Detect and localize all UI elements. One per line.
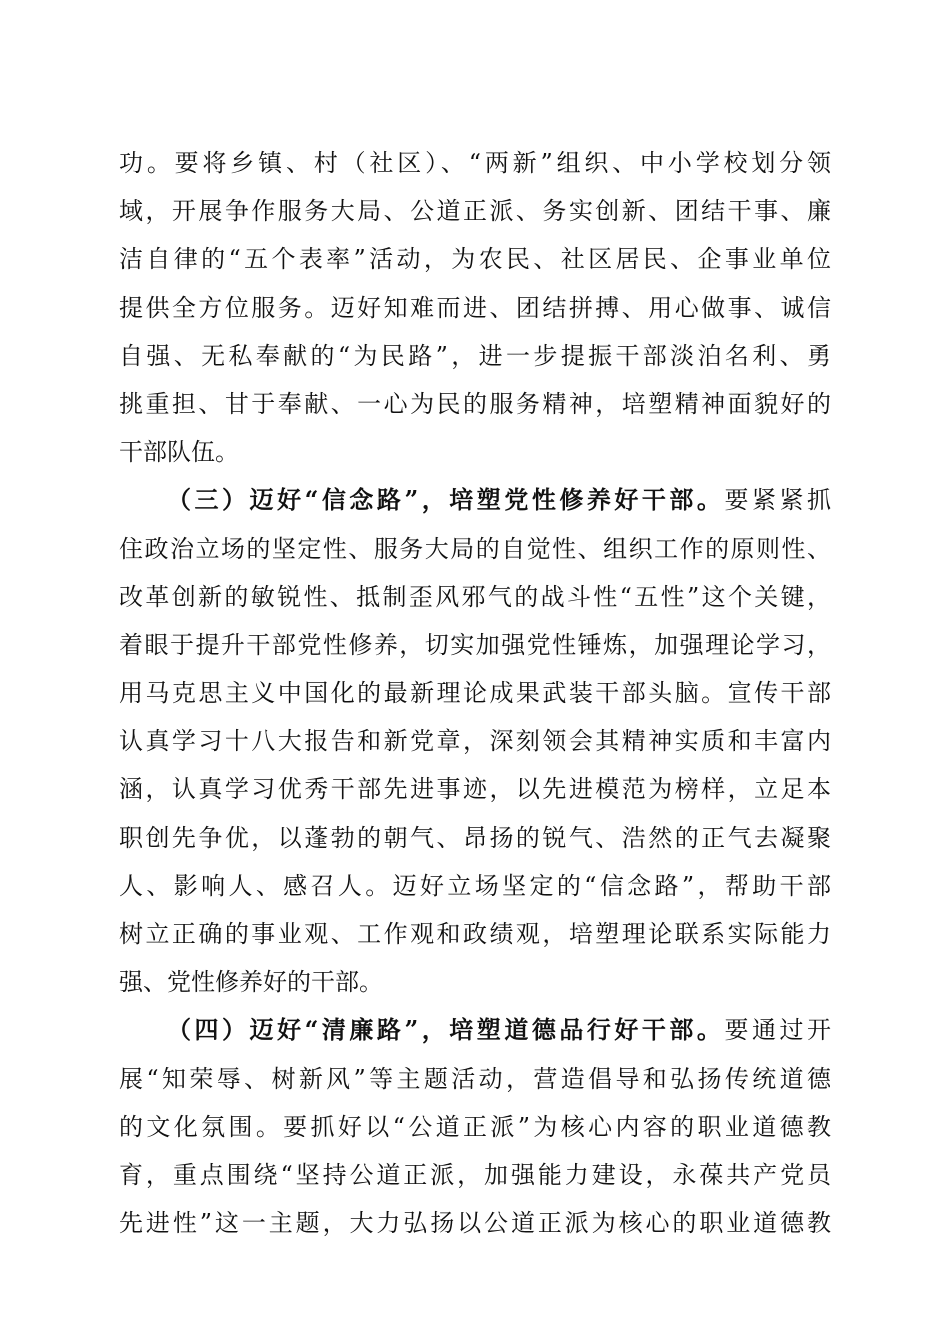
text-line: 职创先争优，以蓬勃的朝气、昂扬的锐气、浩然的正气去凝聚 — [119, 823, 831, 852]
text-line: 干部队伍。 — [119, 438, 239, 467]
text-line: 展“知荣辱、树新风”等主题活动，营造倡导和弘扬传统道德 — [119, 1064, 831, 1093]
section-heading-rest: 要通过开 — [724, 1016, 832, 1045]
section-heading-line — [119, 1006, 831, 1054]
text-line: 洁自律的“五个表率”活动，为农民、社区居民、企事业单位 — [119, 245, 831, 274]
section-heading-4: （四）迈好“清廉路”，培塑道德品行好干部。 — [167, 1015, 725, 1045]
text-line: 涵，认真学习优秀干部先进事迹，以先进模范为榜样，立足本 — [119, 775, 831, 804]
text-line: 域，开展争作服务大局、公道正派、务实创新、团结干事、廉 — [119, 197, 831, 226]
text-line: 先进性”这一主题，大力弘扬以公道正派为核心的职业道德教 — [119, 1209, 831, 1238]
section-heading-3: （三）迈好“信念路”，培塑党性修养好干部。 — [167, 485, 725, 515]
text-line: 挑重担、甘于奉献、一心为民的服务精神，培塑精神面貌好的 — [119, 389, 831, 418]
text-line: 提供全方位服务。迈好知难而进、团结拼搏、用心做事、诚信 — [119, 293, 831, 322]
text-line: 自强、无私奉献的“为民路”，进一步提振干部淡泊名利、勇 — [119, 341, 831, 370]
text-line: 改革创新的敏锐性、抵制歪风邪气的战斗性“五性”这个关键， — [119, 582, 831, 611]
text-line: 的文化氛围。要抓好以“公道正派”为核心内容的职业道德教 — [119, 1112, 831, 1141]
text-line: 人、影响人、感召人。迈好立场坚定的“信念路”，帮助干部 — [119, 871, 831, 900]
text-line: 用马克思主义中国化的最新理论成果武装干部头脑。宣传干部 — [119, 679, 831, 708]
text-line: 强、党性修养好的干部。 — [119, 968, 383, 997]
text-line: 树立正确的事业观、工作观和政绩观，培塑理论联系实际能力 — [119, 920, 831, 948]
body-text — [119, 139, 831, 1247]
text-line: 着眼于提升干部党性修养，切实加强党性锤炼，加强理论学习， — [119, 630, 831, 659]
text-line: 认真学习十八大报告和新党章，深刻领会其精神实质和丰富内 — [119, 727, 831, 756]
text-line: 住政治立场的坚定性、服务大局的自觉性、组织工作的原则性、 — [119, 534, 831, 563]
section-heading-line — [119, 476, 831, 524]
section-heading-rest: 要紧紧抓 — [724, 486, 832, 515]
text-line: 育，重点围绕“坚持公道正派，加强能力建设，永葆共产党员 — [119, 1160, 831, 1189]
text-line: 功。要将乡镇、村（社区）、“两新”组织、中小学校划分领 — [119, 149, 831, 177]
